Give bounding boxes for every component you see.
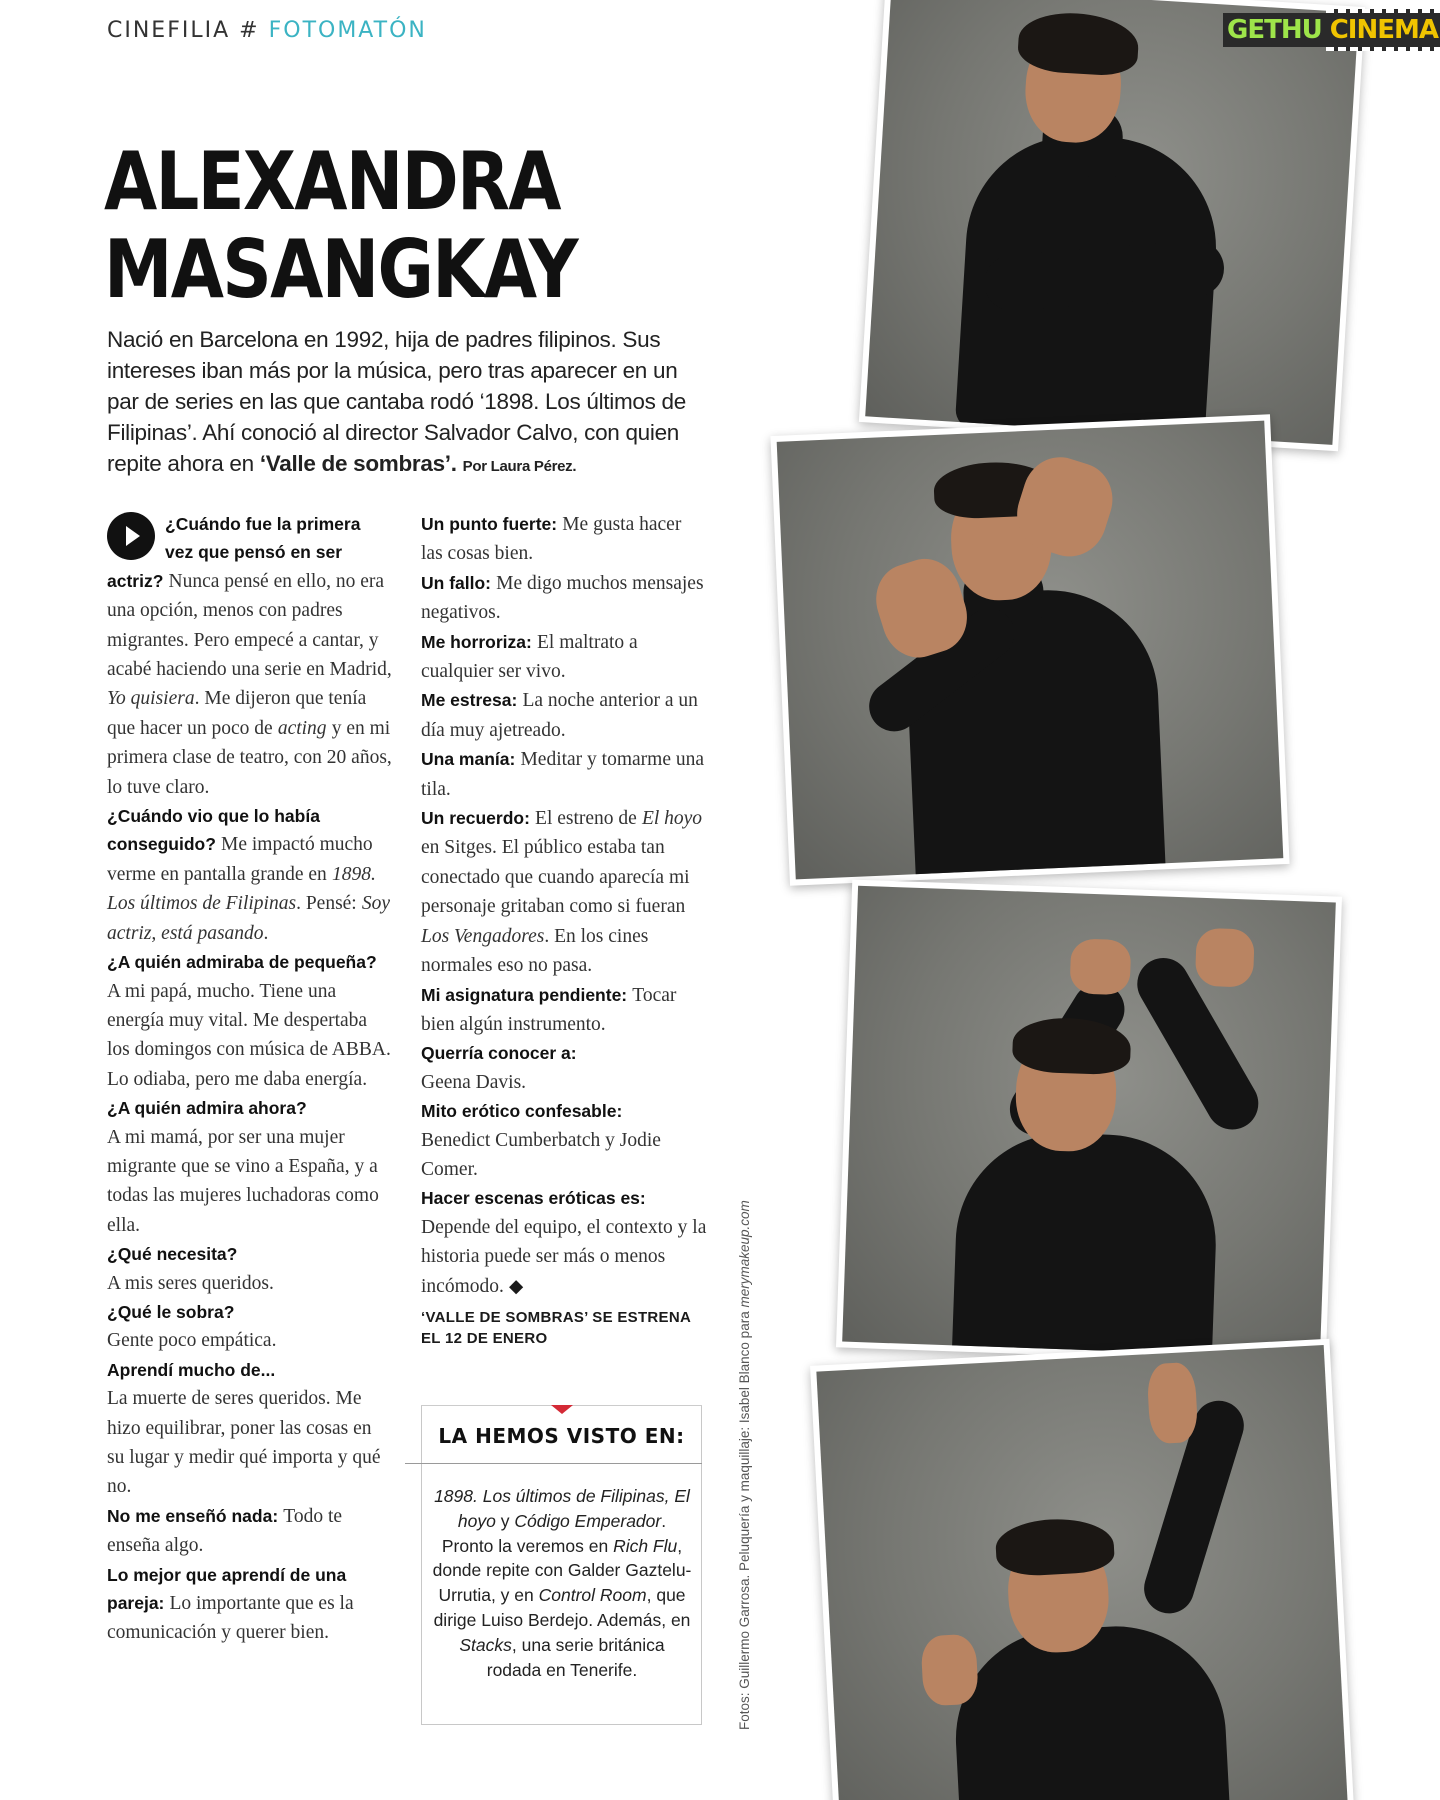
answer: Geena Davis. bbox=[421, 1071, 527, 1093]
question: ¿A quién admiraba de pequeña? bbox=[107, 952, 377, 973]
answer-italic: Los Vengadores bbox=[421, 925, 545, 947]
answer: La noche anterior a un día muy ajetreado. bbox=[421, 690, 698, 741]
section-label: CINEFILIA bbox=[107, 18, 231, 43]
answer-italic: 1898. Los últimos de Filipinas bbox=[107, 863, 376, 915]
question: Hacer escenas eróticas es: bbox=[421, 1188, 646, 1209]
question: Un fallo: bbox=[421, 572, 491, 593]
play-icon bbox=[107, 512, 155, 560]
seen-in-text bbox=[432, 1484, 692, 1682]
answer: . bbox=[263, 922, 269, 944]
photo-4 bbox=[810, 1339, 1354, 1800]
answer: . Me dijeron que tenía que hacer un poco de bbox=[107, 688, 367, 739]
figure-torso bbox=[951, 1129, 1219, 1358]
byline: Por Laura Pérez. bbox=[462, 458, 577, 475]
title-line-1: ALEXANDRA bbox=[104, 135, 560, 228]
triangle-down-icon bbox=[551, 1405, 573, 1414]
question: Querría conocer a: bbox=[421, 1043, 577, 1064]
answer: Meditar y tomarme una tila. bbox=[421, 749, 705, 800]
answer: en Sitges. El público estaba tan conectado que cuando aparecía mi personaje gritaban como si fueran bbox=[421, 837, 690, 918]
end-mark-icon: ◆ bbox=[509, 1274, 524, 1296]
film-italic: Control Room bbox=[538, 1585, 647, 1606]
photo-2-image bbox=[777, 421, 1284, 880]
answer: El maltrato a cualquier ser vivo. bbox=[421, 631, 638, 683]
question: Lo mejor que aprendí de una pareja: bbox=[107, 1564, 347, 1614]
answer: Me gusta hacer las cosas bien. bbox=[421, 514, 682, 565]
answer: Me digo muchos mensajes negativos. bbox=[421, 572, 704, 624]
section-tag bbox=[107, 18, 427, 43]
question: Mito erótico confesable: bbox=[421, 1101, 623, 1122]
answer: Gente poco empática. bbox=[107, 1330, 277, 1352]
film-italic: 1898. Los últimos de Filipinas, El hoyo bbox=[434, 1486, 690, 1531]
answer-italic: Yo quisiera bbox=[107, 688, 195, 710]
text-run: , donde repite con Galder Gaztelu-Urrutia, y en bbox=[432, 1535, 692, 1606]
intro-text: Nació en Barcelona en 1992, hija de padres filipinos. Sus intereses iban más por la música, pero tras aparecer en un par de series en las que cantaba rodó ‘1898. Los últimos de Filipinas’. Ahí conoció al director Salvador Calvo, con quien repite ahora en bbox=[107, 327, 686, 476]
answer: Todo te enseña algo. bbox=[107, 1505, 343, 1557]
section-sublabel: FOTOMATÓN bbox=[268, 18, 427, 43]
film-italic: Código Emperador bbox=[514, 1510, 662, 1531]
figure-hair bbox=[995, 1516, 1116, 1577]
question: Mi asignatura pendiente: bbox=[421, 984, 628, 1005]
answer: A mi mamá, por ser una mujer migrante que se vino a España, y a todas las mujeres luchadoras como ella. bbox=[107, 1126, 379, 1236]
question: Me estresa: bbox=[421, 690, 518, 711]
answer: A mis seres queridos. bbox=[107, 1272, 274, 1294]
interview-column bbox=[107, 510, 393, 1648]
logo-part-1: GETHU bbox=[1223, 13, 1326, 47]
question: Una manía: bbox=[421, 749, 516, 770]
text-run: y bbox=[495, 1510, 515, 1531]
question: Aprendí mucho de... bbox=[107, 1359, 276, 1380]
logo-part-2: CINEMA bbox=[1326, 9, 1440, 51]
text-run: , una serie británica rodada en Tenerife. bbox=[486, 1634, 665, 1680]
photo-3 bbox=[836, 880, 1342, 1365]
question: No me enseñó nada: bbox=[107, 1505, 279, 1526]
figure-hand bbox=[1195, 928, 1255, 988]
question: ¿A quién admira ahora? bbox=[107, 1098, 307, 1119]
photo-1 bbox=[859, 0, 1365, 451]
question: ¿Cuándo fue la primera vez que pensó en ser actriz? bbox=[107, 514, 361, 591]
answer-italic: Soy actriz, está pasando bbox=[107, 893, 391, 944]
photo-credit bbox=[737, 1140, 752, 1730]
answer: Nunca pensé en ello, no era una opción, menos con padres migrantes. Pero empecé a cantar, y acabé haciendo una serie en Madrid, bbox=[107, 570, 392, 681]
film-italic: Rich Flu bbox=[613, 1535, 678, 1556]
seen-in-title: LA HEMOS VISTO EN: bbox=[438, 1424, 685, 1448]
figure-hand bbox=[920, 1634, 979, 1707]
intro-paragraph bbox=[107, 324, 707, 482]
intro-film-title: ‘Valle de sombras’. bbox=[259, 451, 457, 476]
section-separator: # bbox=[239, 18, 260, 43]
figure-torso bbox=[950, 1621, 1231, 1800]
figure-hand bbox=[1146, 1362, 1198, 1444]
film-italic: Stacks bbox=[459, 1634, 512, 1655]
text-run: , que dirige Luiso Berdejo. Además, en bbox=[433, 1585, 691, 1630]
release-note: ‘VALLE DE SOMBRAS’ SE ESTRENA EL 12 DE ENERO bbox=[421, 1308, 691, 1347]
answer: La muerte de seres queridos. Me hizo equilibrar, poner las cosas en su lugar y medir qué importa y qué no. bbox=[107, 1388, 381, 1498]
watermark-logo bbox=[1223, 10, 1438, 50]
page-title bbox=[104, 135, 577, 316]
answer: Lo importante que es la comunicación y querer bien. bbox=[107, 1593, 354, 1644]
question: Me horroriza: bbox=[421, 631, 532, 652]
answer: Me impactó mucho verme en pantalla grande en bbox=[107, 834, 373, 885]
question: ¿Qué necesita? bbox=[107, 1244, 238, 1265]
photo-4-image bbox=[816, 1345, 1347, 1800]
question: ¿Cuándo vio que lo había conseguido? bbox=[107, 806, 320, 855]
answer: Benedict Cumberbatch y Jodie Comer. bbox=[421, 1129, 661, 1180]
photo-2 bbox=[770, 414, 1289, 885]
credit-site: merymakeup.com bbox=[737, 1200, 752, 1308]
answer-italic: acting bbox=[277, 717, 327, 739]
question: Un punto fuerte: bbox=[421, 514, 558, 534]
text-run: . Pronto la veremos en bbox=[441, 1510, 667, 1556]
question: Un recuerdo: bbox=[421, 808, 530, 829]
answer: Tocar bien algún instrumento. bbox=[421, 984, 677, 1035]
photo-1-image bbox=[865, 0, 1359, 445]
answer: . En los cines normales eso no pasa. bbox=[421, 925, 649, 977]
photo-3-image bbox=[842, 886, 1336, 1358]
question: ¿Qué le sobra? bbox=[107, 1301, 235, 1322]
figure-hand bbox=[1069, 938, 1131, 995]
title-line-2: MASANGKAY bbox=[104, 223, 577, 316]
credit-text: Fotos: Guillermo Garrosa. Peluquería y maquillaje: Isabel Blanco para bbox=[737, 1307, 752, 1730]
answer: y en mi primera clase de teatro, con 20 años, lo tuve claro. bbox=[107, 717, 392, 798]
answer: El estreno de bbox=[535, 808, 637, 830]
answer: . Pensé: bbox=[296, 893, 357, 915]
answer-italic: El hoyo bbox=[641, 808, 703, 830]
answer: A mi papá, mucho. Tiene una energía muy vital. Me despertaba los domingos con música de ABBA. Lo odiaba, pero me daba energía. bbox=[107, 980, 391, 1090]
seen-in-divider bbox=[405, 1463, 702, 1464]
quick-answers-column bbox=[421, 510, 707, 1349]
answer: Depende del equipo, el contexto y la historia puede ser más o menos incómodo. bbox=[421, 1216, 707, 1297]
